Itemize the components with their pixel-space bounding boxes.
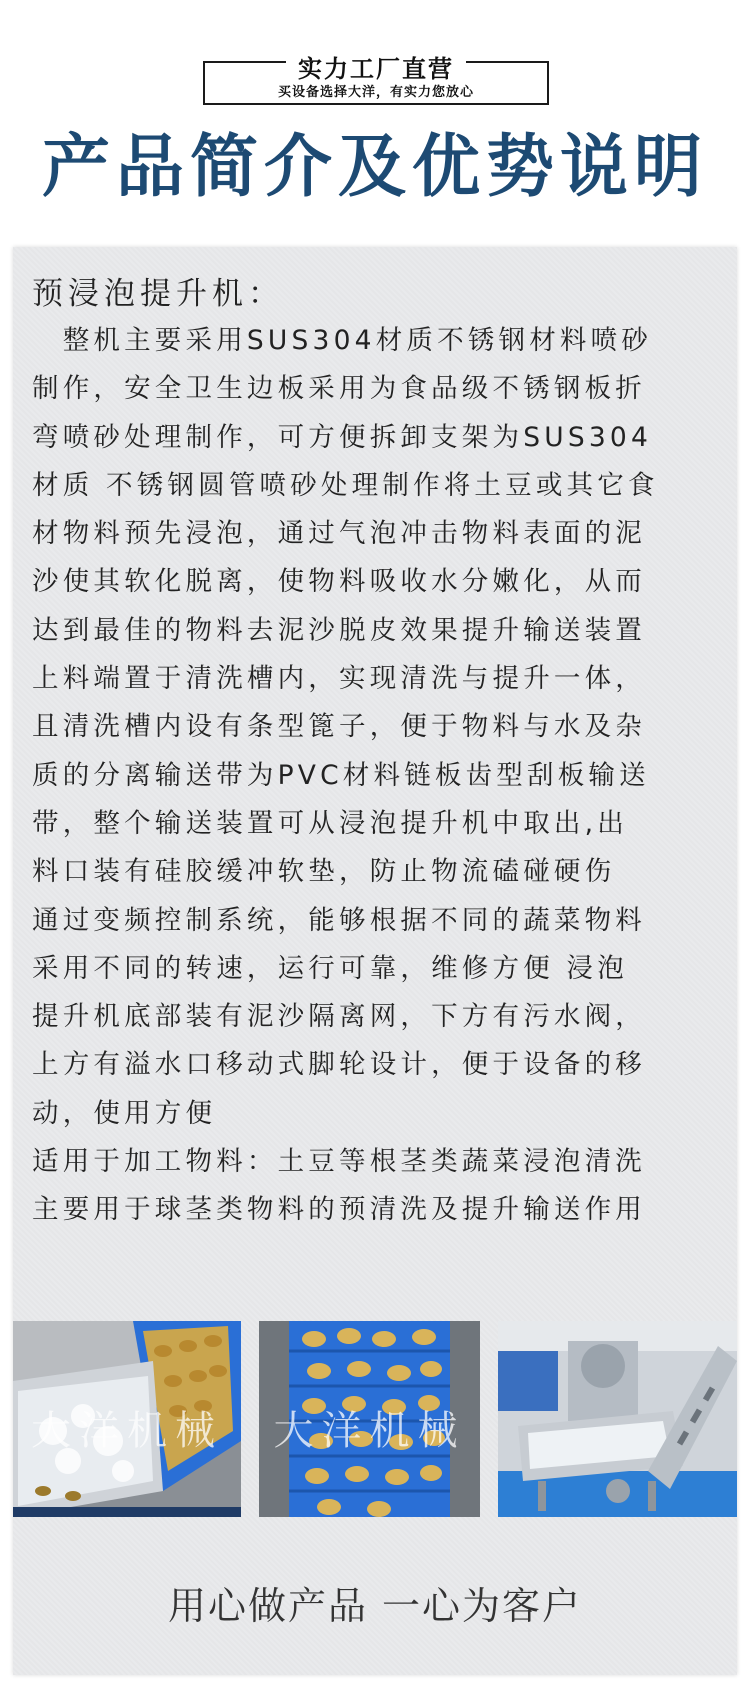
description-line: 材物料预先浸泡，通过气泡冲击物料表面的泥 (32, 518, 646, 550)
description-line: 主要用于球茎类物料的预清洗及提升输送作用 (32, 1194, 646, 1226)
description-line: 上料端置于清洗槽内，实现清洗与提升一体， (32, 663, 646, 695)
description-line: 整机主要采用SUS304材质不锈钢材料喷砂 (32, 325, 653, 356)
product-name: 预浸泡提升机： (32, 276, 284, 312)
description-line: 带，整个输送装置可从浸泡提升机中取出,出 (32, 807, 628, 839)
description-line: 动，使用方便 (32, 1097, 217, 1129)
header-tagline-box (203, 54, 549, 105)
footer-slogan: 用心做产品 一心为客户 (167, 1584, 583, 1628)
description-line: 且清洗槽内设有条型篦子，便于物料与水及杂 (32, 711, 646, 743)
watermark: 大洋机械 (31, 1408, 223, 1454)
description-line: 质的分离输送带为PVC材料链板齿型刮板输送 (32, 759, 650, 791)
photo-conveyor (259, 1321, 480, 1517)
header-tagline-sub: 买设备选择大洋，有实力您放心 (277, 85, 474, 100)
description-line: 沙使其软化脱离，使物料吸收水分嫩化，从而 (32, 566, 646, 598)
description-line: 采用不同的转速，运行可靠，维修方便 浸泡 (32, 952, 628, 984)
description-line: 达到最佳的物料去泥沙脱皮效果提升输送装置 (32, 614, 646, 646)
watermark: 大洋机械 (273, 1408, 466, 1454)
header-tagline-top: 实力工厂直营 (286, 54, 466, 83)
product-description (32, 317, 732, 1235)
description-line: 提升机底部装有泥沙隔离网，下方有污水阀， (32, 1001, 646, 1033)
description-line: 料口装有硅胶缓冲软垫，防止物流磕碰硬伤 (32, 856, 616, 888)
description-line: 制作，安全卫生边板采用为食品级不锈钢板折 (32, 373, 646, 405)
description-line: 弯喷砂处理制作，可方便拆卸支架为SUS304 (32, 421, 653, 453)
description-line: 通过变频控制系统，能够根据不同的蔬菜物料 (32, 904, 646, 936)
photo-soaking-tank (13, 1321, 241, 1517)
photo-machine-factory (498, 1321, 737, 1517)
description-line: 适用于加工物料：土豆等根茎类蔬菜浸泡清洗 (32, 1146, 646, 1178)
description-line: 上方有溢水口移动式脚轮设计，便于设备的移 (32, 1049, 646, 1081)
page-title: 产品简介及优势说明 (41, 128, 708, 207)
description-line: 材质 不锈钢圆管喷砂处理制作将土豆或其它食 (32, 469, 659, 501)
